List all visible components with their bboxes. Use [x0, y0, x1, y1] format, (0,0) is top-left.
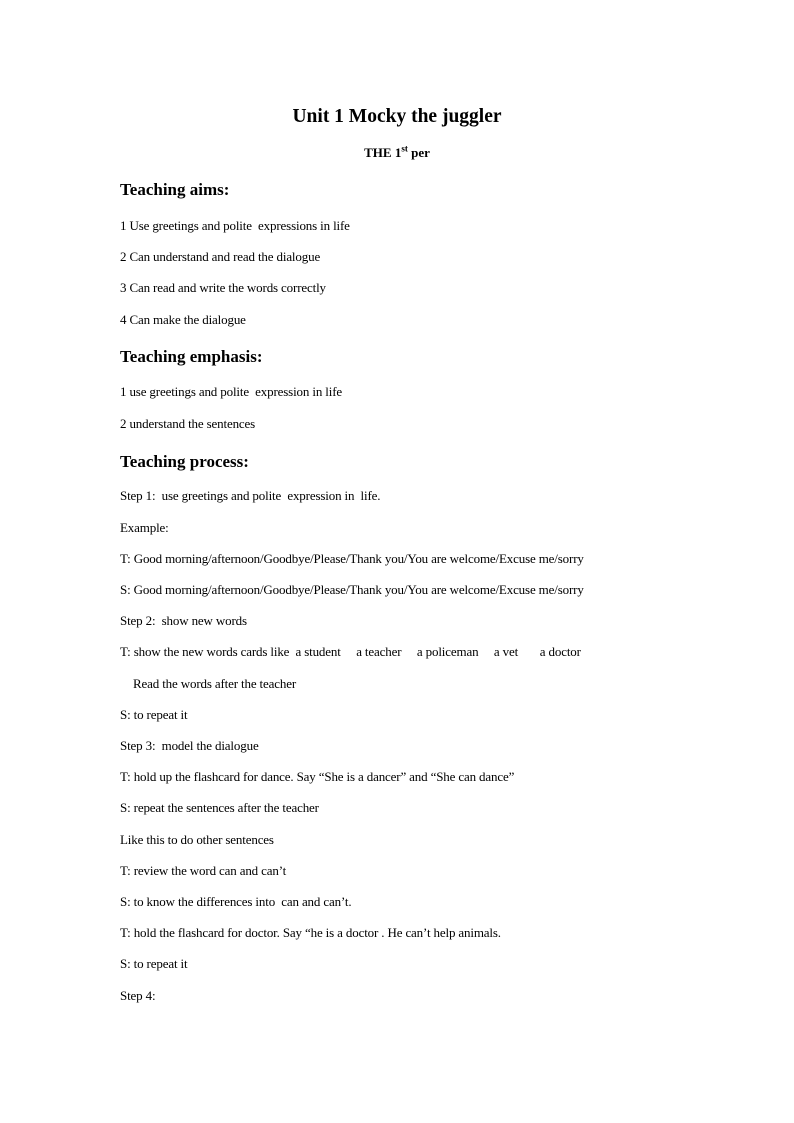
process-line: Step 3: model the dialogue — [120, 738, 259, 753]
process-line: S: Good morning/afternoon/Goodbye/Please/Thank you/You are welcome/Excuse me/sorry — [120, 582, 584, 597]
process-line: T: show the new words cards like a student a teacher a policeman a vet a doctor — [120, 644, 581, 659]
process-line: T: hold the flashcard for doctor. Say “he is a doctor . He can’t help animals. — [120, 925, 501, 940]
process-line: S: repeat the sentences after the teacher — [120, 800, 319, 815]
aim-item: 2 Can understand and read the dialogue — [120, 249, 321, 264]
lesson-period — [0, 143, 794, 163]
process-line: Example: — [120, 520, 169, 535]
process-line: Step 2: show new words — [120, 613, 247, 628]
emphasis-heading: Teaching emphasis: — [120, 347, 263, 366]
aim-item: 4 Can make the dialogue — [120, 312, 246, 327]
document-title: Unit 1 Mocky the juggler — [292, 106, 502, 127]
aims-heading: Teaching aims: — [120, 180, 230, 199]
process-line: T: hold up the flashcard for dance. Say “She is a dancer” and “She can dance” — [120, 769, 515, 784]
process-line: T: review the word can and can’t — [120, 863, 287, 878]
process-heading: Teaching process: — [120, 452, 249, 471]
process-line: Read the words after the teacher — [133, 676, 297, 691]
process-line: Step 4: — [120, 988, 156, 1003]
process-line: S: to repeat it — [120, 956, 188, 971]
process-line: T: Good morning/afternoon/Goodbye/Please/Thank you/You are welcome/Excuse me/sorry — [120, 551, 584, 566]
lesson-period-suffix: per — [407, 145, 430, 160]
process-line: Like this to do other sentences — [120, 832, 274, 847]
process-line: S: to know the differences into can and can’t. — [120, 894, 352, 909]
aim-item: 3 Can read and write the words correctly — [120, 280, 326, 295]
aim-item: 1 Use greetings and polite expressions in life — [120, 218, 350, 233]
process-line: S: to repeat it — [120, 707, 188, 722]
process-line: Step 1: use greetings and polite expression in life. — [120, 488, 381, 503]
emphasis-item: 2 understand the sentences — [120, 416, 256, 431]
lesson-period-prefix: THE 1 — [364, 145, 402, 160]
emphasis-item: 1 use greetings and polite expression in life — [120, 384, 342, 399]
lesson-period-ordinal: st — [401, 143, 408, 154]
